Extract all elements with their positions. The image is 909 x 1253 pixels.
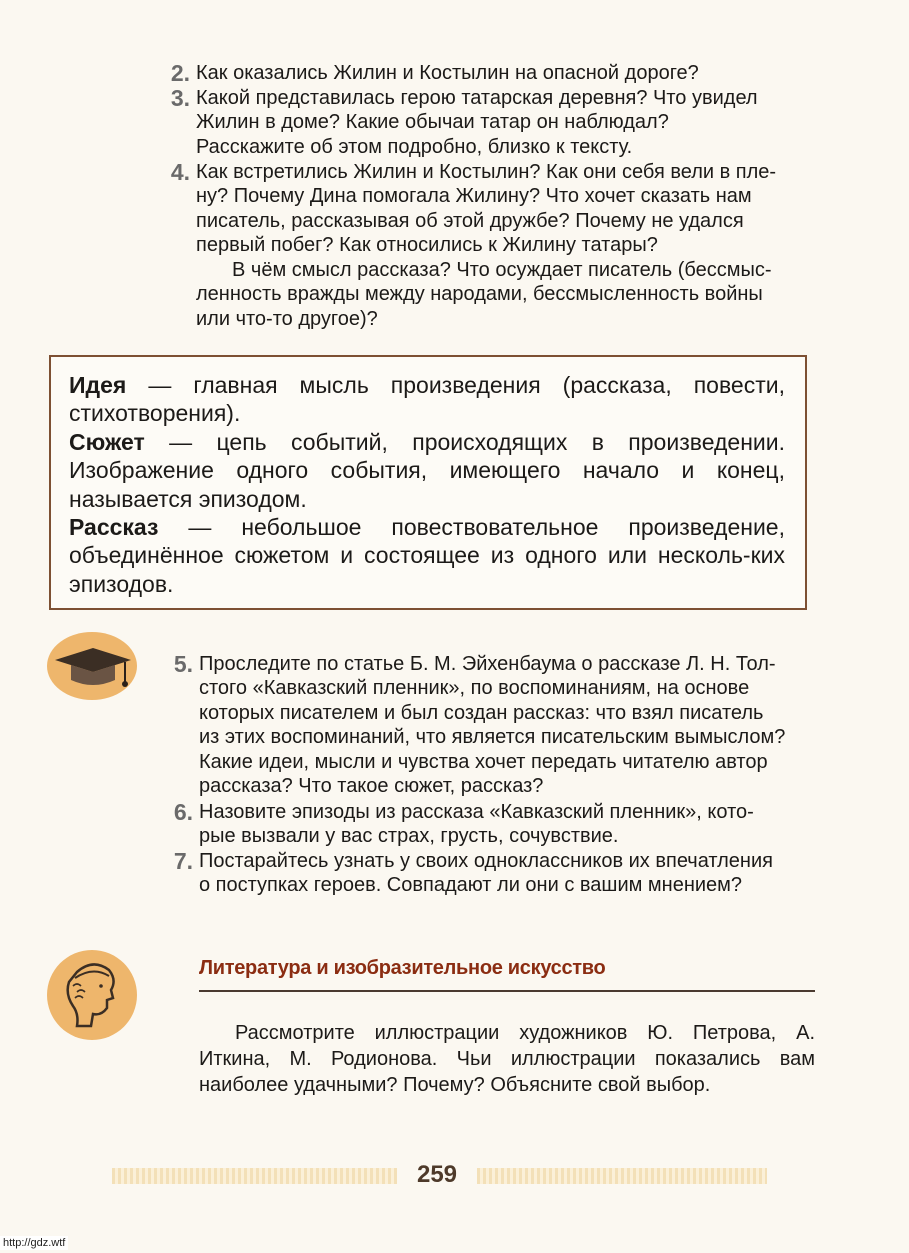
paragraph-line: В чём смысл рассказа? Что осуждает писатель (бессмыс- xyxy=(232,259,772,281)
graduation-cap-icon xyxy=(47,632,137,700)
question-line: о поступках героев. Совпадают ли они с вашим мнением? xyxy=(199,874,743,897)
question-6 xyxy=(173,799,815,849)
question-number: 2. xyxy=(170,60,190,86)
question-line: Как оказались Жилин и Костылин на опасной дороге? xyxy=(196,62,699,84)
section-body: Рассмотрите иллюстрации художников Ю. Петрова, А. Иткина, М. Родионова. Чьи иллюстрации показались вам наиболее удачными? Почему? Объясните свой выбор. xyxy=(199,1022,815,1096)
greek-profile-icon xyxy=(47,950,137,1040)
page-number: 259 xyxy=(416,1161,458,1188)
question-4 xyxy=(170,159,816,258)
question-number: 5. xyxy=(173,651,193,677)
question-line: рые вызвали у вас страх, грусть, сочувствие. xyxy=(199,825,619,848)
question-3 xyxy=(170,85,816,159)
question-number: 6. xyxy=(173,799,193,825)
question-line: первый побег? Как относились к Жилину татары? xyxy=(196,234,658,257)
paragraph-line: ленность вражды между народами, бессмысленность войны xyxy=(196,283,763,306)
summary-paragraph xyxy=(196,258,816,331)
definition-term: Сюжет xyxy=(69,428,145,455)
watermark-link[interactable]: http://gdz.wtf xyxy=(0,1236,68,1250)
definition-plot xyxy=(69,428,785,513)
question-line: Постарайтесь узнать у своих одноклассников их впечатления xyxy=(199,850,773,872)
definition-term: Идея xyxy=(69,372,127,398)
definition-text: цепь событий, происходящих в произведении. Изображение одного события, имеющего начало и конец, называется эпизодом. xyxy=(69,428,785,512)
question-line: Жилин в доме? Какие обычаи татар он наблюдал? xyxy=(196,111,669,134)
section-title: Литература и изобразительное искусство xyxy=(199,957,606,979)
question-5 xyxy=(173,651,815,798)
section-divider xyxy=(199,990,815,992)
question-line: Проследите по статье Б. М. Эйхенбаума о рассказе Л. Н. Тол- xyxy=(199,653,776,675)
definition-term: Рассказ xyxy=(69,514,159,541)
question-line: Расскажите об этом подробно, близко к тексту. xyxy=(196,135,633,158)
footer-band-left xyxy=(112,1168,397,1184)
question-line: рассказа? Что такое сюжет, рассказ? xyxy=(199,775,544,798)
definition-idea xyxy=(69,371,785,428)
definition-dash: — xyxy=(158,514,242,541)
definition-story xyxy=(69,513,785,598)
question-line: которых писателем и был создан рассказ: что взял писатель xyxy=(199,701,764,724)
question-2 xyxy=(170,60,816,86)
definitions-box xyxy=(49,355,807,610)
question-line: Как встретились Жилин и Костылин? Как они себя вели в пле- xyxy=(196,161,777,183)
question-number: 3. xyxy=(170,85,190,111)
question-line: писатель, рассказывая об этой дружбе? Почему не удался xyxy=(196,209,744,232)
question-line: Какие идеи, мысли и чувства хочет передать читателю автор xyxy=(199,750,768,773)
question-line: стого «Кавказский пленник», по воспоминаниям, на основе xyxy=(199,677,750,700)
definition-text: небольшое повествовательное произведение, объединённое сюжетом и состоящее из одного или несколь-ких эпизодов. xyxy=(69,514,785,597)
question-number: 7. xyxy=(173,848,193,874)
definition-text: главная мысль произведения (рассказа, повести, стихотворения). xyxy=(69,372,785,427)
question-line: Назовите эпизоды из рассказа «Кавказский пленник», кото- xyxy=(199,801,754,823)
definition-dash: — xyxy=(126,372,194,398)
question-number: 4. xyxy=(170,159,190,185)
question-line: ну? Почему Дина помогала Жилину? Что хочет сказать нам xyxy=(196,185,752,208)
definition-dash: — xyxy=(144,428,217,455)
question-line: из этих воспоминаний, что является писательским вымыслом? xyxy=(199,726,786,749)
paragraph-line: или что-то другое)? xyxy=(196,307,378,330)
question-7 xyxy=(173,848,815,898)
question-line: Какой представилась герою татарская деревня? Что увидел xyxy=(196,87,758,109)
footer-band-right xyxy=(477,1168,767,1184)
